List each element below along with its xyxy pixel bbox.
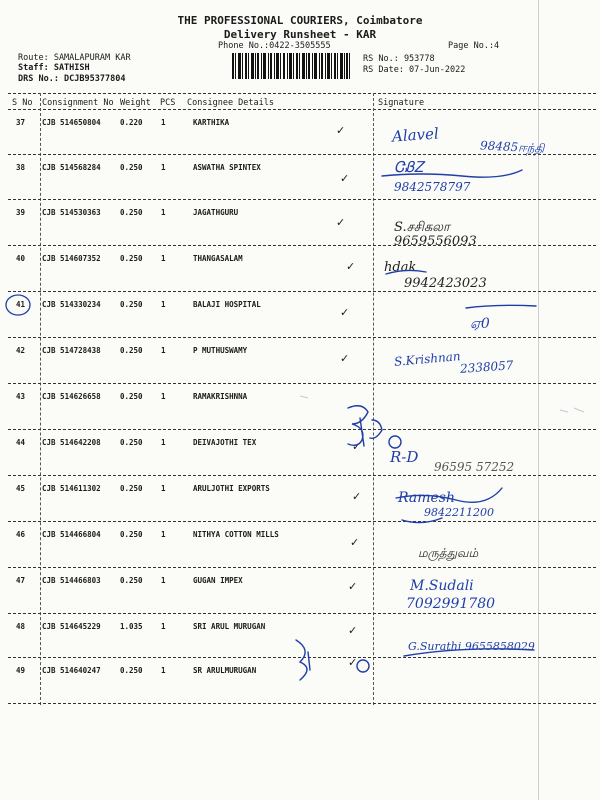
delivery-tick: ✓ <box>340 352 350 365</box>
signature: R-D <box>390 448 419 466</box>
page-edge <box>538 0 539 800</box>
consignee-name: P MUTHUSWAMY <box>193 346 248 355</box>
signature: S.சசிகலா <box>394 220 450 235</box>
signature-stroke <box>296 640 307 680</box>
page-number: Page No.:4 <box>448 41 500 51</box>
consignee-name: SR ARULMURUGAN <box>193 666 257 675</box>
consignment-no: CJB 514466803 <box>42 576 101 585</box>
signature-note: 2338057 <box>459 358 514 376</box>
consignee-name: BALAJI HOSPITAL <box>193 300 261 309</box>
sno: 41 <box>16 300 26 309</box>
weight: 0.250 <box>120 254 143 263</box>
delivery-tick: ✓ <box>348 656 358 669</box>
sno: 44 <box>16 438 26 447</box>
sno: 46 <box>16 530 26 539</box>
table-top-rule <box>8 93 596 94</box>
signature: Ramesh <box>398 490 455 506</box>
sno: 48 <box>16 622 26 631</box>
weight: 0.250 <box>120 208 143 217</box>
signature: Alavel <box>391 124 440 146</box>
consignment-no: CJB 514530363 <box>42 208 101 217</box>
consignment-no: CJB 514642208 <box>42 438 101 447</box>
consignee-name: ARULJOTHI EXPORTS <box>193 484 270 493</box>
paper-smudge <box>300 396 308 398</box>
pcs: 1 <box>161 666 166 675</box>
pcs: 1 <box>161 300 166 309</box>
staff-label: Staff: SATHISH <box>18 63 90 73</box>
consignment-no: CJB 514728438 <box>42 346 101 355</box>
signature: G.Surathi 9655858029 <box>408 640 535 653</box>
signature-note: 9842211200 <box>424 506 494 519</box>
header-bottom-rule <box>8 109 596 110</box>
signature-stroke <box>389 436 401 448</box>
delivery-tick: ✓ <box>348 580 358 593</box>
sno: 38 <box>16 163 26 172</box>
row-rule <box>8 383 596 384</box>
pcs: 1 <box>161 118 166 127</box>
rs-number: RS No.: 953778 <box>363 54 435 64</box>
consignment-no: CJB 514626658 <box>42 392 101 401</box>
rs-date: RS Date: 07-Jun-2022 <box>363 65 466 75</box>
consignee-name: JAGATHGURU <box>193 208 239 217</box>
sno: 49 <box>16 666 26 675</box>
weight: 1.035 <box>120 622 143 631</box>
signature-note: 9942423023 <box>404 276 487 291</box>
col-header-consignee: Consignee Details <box>187 98 274 108</box>
row-rule <box>8 291 596 292</box>
weight: 0.220 <box>120 118 143 127</box>
sno: 40 <box>16 254 26 263</box>
signature-note: 98485ஈந்தி <box>479 138 545 156</box>
weight: 0.250 <box>120 438 143 447</box>
signature-stroke <box>357 660 369 672</box>
row-rule <box>8 475 596 476</box>
consignment-no: CJB 514568284 <box>42 163 101 172</box>
row-rule <box>8 154 596 155</box>
row-rule <box>8 567 596 568</box>
pcs: 1 <box>161 254 166 263</box>
pcs: 1 <box>161 622 166 631</box>
delivery-tick: ✓ <box>336 124 346 137</box>
consignee-name: SRI ARUL MURUGAN <box>193 622 266 631</box>
consignee-name: GUGAN IMPEX <box>193 576 243 585</box>
consignee-name: DEIVAJOTHI TEX <box>193 438 257 447</box>
weight: 0.250 <box>120 300 143 309</box>
row-rule <box>8 245 596 246</box>
delivery-tick: ✓ <box>350 536 360 549</box>
consignment-no: CJB 514466804 <box>42 530 101 539</box>
sno: 37 <box>16 118 26 127</box>
table-bottom-rule <box>8 703 596 704</box>
signature-note: 9659556093 <box>394 234 477 249</box>
runsheet-title: Delivery Runsheet - KAR <box>223 28 377 41</box>
delivery-tick: ✓ <box>352 490 362 503</box>
pcs: 1 <box>161 438 166 447</box>
consignee-name: THANGASALAM <box>193 254 243 263</box>
signature-note: 7092991780 <box>406 596 496 612</box>
consignment-no: CJB 514640247 <box>42 666 101 675</box>
consignment-no: CJB 514330234 <box>42 300 101 309</box>
consignment-no: CJB 514645229 <box>42 622 101 631</box>
signature-stroke <box>466 305 536 308</box>
sno: 47 <box>16 576 26 585</box>
sno: 39 <box>16 208 26 217</box>
delivery-tick: ✓ <box>346 260 356 273</box>
company-title: THE PROFESSIONAL COURIERS, Coimbatore <box>177 14 423 27</box>
signature: M.Sudali <box>410 578 474 594</box>
delivery-tick: ✓ <box>352 440 362 453</box>
weight: 0.250 <box>120 666 143 675</box>
signature-stroke <box>308 652 310 670</box>
consignee-name: NITHYA COTTON MILLS <box>193 530 279 539</box>
barcode <box>232 53 350 79</box>
signature: ஏ0 <box>470 316 490 332</box>
row-rule <box>8 199 596 200</box>
signature: ᏣᏰᏃ <box>394 158 424 176</box>
signature: மருத்துவம் <box>418 546 479 560</box>
weight: 0.250 <box>120 576 143 585</box>
consignee-name: KARTHIKA <box>193 118 230 127</box>
phone-number: Phone No.:0422-3505555 <box>218 41 331 51</box>
delivery-tick: ✓ <box>348 624 358 637</box>
weight: 0.250 <box>120 484 143 493</box>
col-header-consignment: Consignment No <box>42 98 114 108</box>
sno: 45 <box>16 484 26 493</box>
col-header-signature: Signature <box>378 98 425 108</box>
pcs: 1 <box>161 208 166 217</box>
col-header-sno: S No <box>12 98 33 108</box>
pcs: 1 <box>161 346 166 355</box>
row-rule <box>8 521 596 522</box>
row-rule <box>8 657 596 658</box>
weight: 0.250 <box>120 392 143 401</box>
signature: S.Krishnan <box>393 349 462 369</box>
weight: 0.250 <box>120 530 143 539</box>
sno: 42 <box>16 346 26 355</box>
consignee-name: RAMAKRISHNNA <box>193 392 248 401</box>
row-rule <box>8 429 596 430</box>
signature: hdak <box>384 260 417 275</box>
paper-smudge <box>560 408 584 412</box>
weight: 0.250 <box>120 163 143 172</box>
delivery-tick: ✓ <box>340 172 350 185</box>
consignment-no: CJB 514650804 <box>42 118 101 127</box>
delivery-tick: ✓ <box>340 306 350 319</box>
row-rule <box>8 613 596 614</box>
pcs: 1 <box>161 392 166 401</box>
col-header-pcs: PCS <box>160 98 176 108</box>
delivery-tick: ✓ <box>336 216 346 229</box>
pcs: 1 <box>161 163 166 172</box>
consignee-name: ASWATHA SPINTEX <box>193 163 261 172</box>
signature-note: 96595 57252 <box>434 460 515 474</box>
row-rule <box>8 337 596 338</box>
consignment-no: CJB 514607352 <box>42 254 101 263</box>
pcs: 1 <box>161 530 166 539</box>
pcs: 1 <box>161 576 166 585</box>
pcs: 1 <box>161 484 166 493</box>
col-header-weight: Weight <box>120 98 151 108</box>
route-label: Route: SAMALAPURAM KAR <box>18 53 131 63</box>
consignment-no: CJB 514611302 <box>42 484 101 493</box>
signature-note: 9842578797 <box>394 180 471 194</box>
sno: 43 <box>16 392 26 401</box>
drs-number: DRS No.: DCJB95377804 <box>18 74 126 84</box>
weight: 0.250 <box>120 346 143 355</box>
